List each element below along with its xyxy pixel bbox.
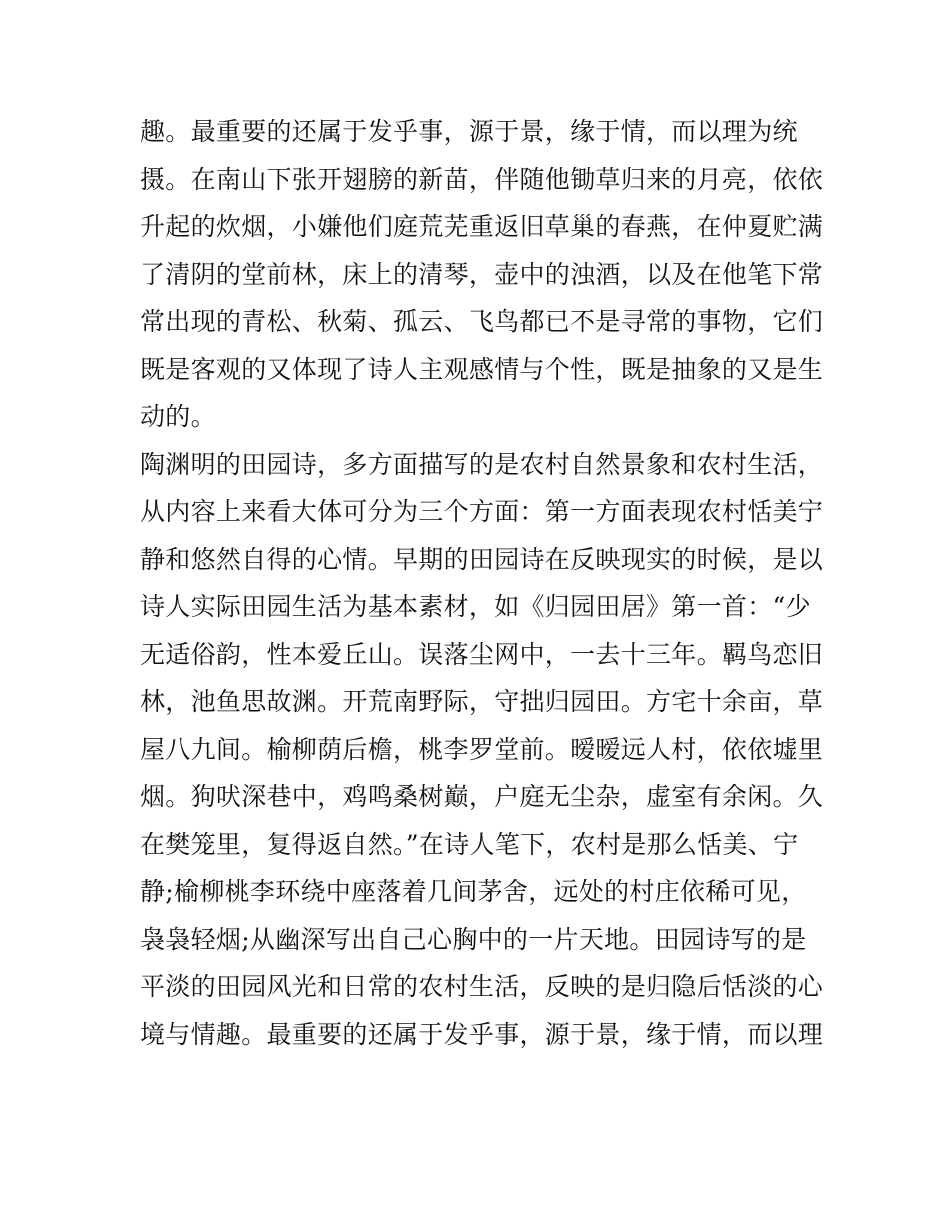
text-line: 境与情趣。最重要的还属于发乎事，源于景，缘于情，而以理 xyxy=(140,1019,824,1049)
text-line: 无适俗韵，性本爱丘山。误落尘网中，一去十三年。羁鸟恋旧 xyxy=(140,639,824,669)
text-line: 诗人实际田园生活为基本素材，如《归园田居》第一首：“少 xyxy=(140,592,811,621)
text-line: 了清阴的堂前林，床上的清琴，壶中的浊酒，以及在他笔下常 xyxy=(140,259,824,289)
text-line: 袅袅轻烟;从幽深写出自己心胸中的一片天地。田园诗写的是 xyxy=(140,924,807,954)
text-line: 摄。在南山下张开翅膀的新苗，伴随他锄草归来的月亮，依依 xyxy=(140,164,824,194)
text-line: 平淡的田园风光和日常的农村生活，反映的是归隐后恬淡的心 xyxy=(140,972,824,1001)
text-line: 趣。最重要的还属于发乎事，源于景，缘于情，而以理为统 xyxy=(140,117,798,146)
text-line: 既是客观的又体现了诗人主观感情与个性，既是抽象的又是生 xyxy=(140,354,824,384)
body-text xyxy=(140,108,824,1058)
text-line: 升起的炊烟，小嫌他们庭荒芜重返旧草巢的春燕，在仲夏贮满 xyxy=(140,212,824,241)
text-line: 屋八九间。榆柳荫后檐，桃李罗堂前。暧暧远人村，依依墟里 xyxy=(140,734,824,764)
text-line: 动的。 xyxy=(140,402,216,431)
text-line: 陶渊明的田园诗，多方面描写的是农村自然景象和农村生活， xyxy=(140,449,824,479)
text-line: 从内容上来看大体可分为三个方面：第一方面表现农村恬美宁 xyxy=(140,497,824,526)
text-line: 在樊笼里，复得返自然。”在诗人笔下，农村是那么恬美、宁 xyxy=(140,829,799,859)
text-line: 静和悠然自得的心情。早期的田园诗在反映现实的时候，是以 xyxy=(140,544,824,574)
text-line: 常出现的青松、秋菊、孤云、飞鸟都已不是寻常的事物，它们 xyxy=(140,307,824,336)
text-line: 烟。狗吠深巷中，鸡鸣桑树巅，户庭无尘杂，虚室有余闲。久 xyxy=(140,782,824,811)
text-line: 林，池鱼思故渊。开荒南野际，守拙归园田。方宅十余亩，草 xyxy=(140,687,824,716)
text-line: 静;榆柳桃李环绕中座落着几间茅舍，远处的村庄依稀可见， xyxy=(140,877,807,906)
